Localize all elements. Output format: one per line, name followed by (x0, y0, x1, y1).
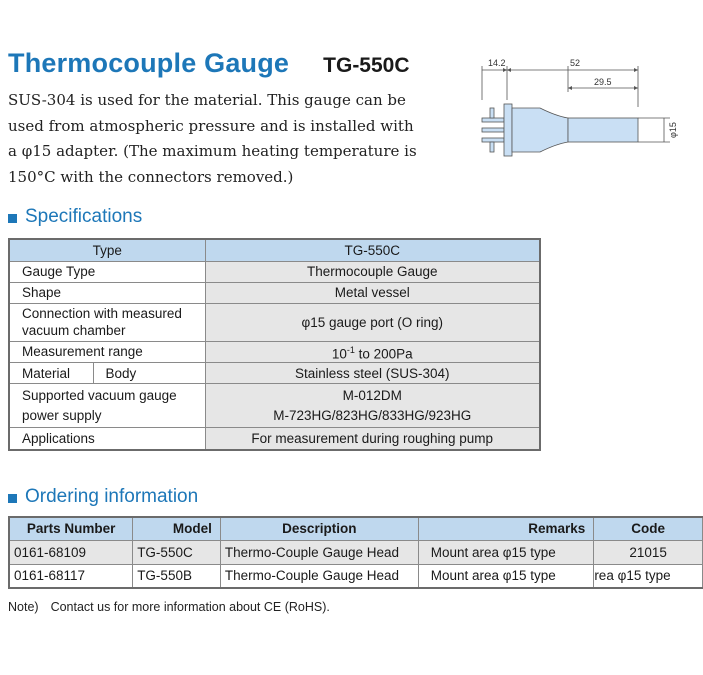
specifications-heading (8, 206, 142, 228)
spec-label: Material (9, 363, 93, 384)
dim-label-left: 14.2 (488, 58, 506, 68)
cell-description: Thermo-Couple Gauge Head (220, 540, 418, 564)
footnote (8, 600, 330, 614)
spec-value: Metal vessel (205, 282, 540, 303)
cell-model: TG-550C (133, 540, 221, 564)
table-row (9, 303, 540, 341)
arrow-head (503, 68, 507, 72)
gauge-tube (568, 118, 638, 142)
header-cell: Model (133, 517, 221, 540)
dim-label-body: 29.5 (594, 77, 612, 87)
spec-label (9, 303, 205, 341)
section-title: Specifications (25, 206, 143, 227)
header-cell: Code (594, 517, 703, 540)
arrow-head (507, 68, 511, 72)
spec-label: Shape (9, 282, 205, 303)
cell-part-number: 0161-68109 (9, 540, 133, 564)
table-row (9, 540, 703, 564)
square-bullet-icon (8, 214, 17, 223)
connector-pin (482, 128, 504, 132)
intro-line: SUS-304 is used for the material. This gauge can be (8, 91, 406, 109)
table-row (9, 261, 540, 282)
arrow-head (568, 86, 572, 90)
connector-pin (490, 142, 494, 152)
spec-value-line: M-012DM (342, 387, 402, 403)
header-cell: Remarks (418, 517, 594, 540)
spec-value: φ15 gauge port (O ring) (205, 303, 540, 341)
range-base: 10 (331, 346, 347, 361)
spec-label: Applications (9, 428, 205, 450)
connector-pin (482, 118, 504, 122)
dim-label-total: 52 (570, 58, 581, 68)
table-row (9, 341, 540, 363)
range-rest: to 200Pa (354, 346, 413, 361)
table-header-row (9, 517, 703, 540)
table-row (9, 282, 540, 303)
table-row (9, 363, 540, 384)
spec-value (205, 384, 540, 428)
cell-part-number: 0161-68117 (9, 564, 133, 588)
note-prefix: Note) (8, 600, 39, 614)
model-number: TG-550C (323, 54, 410, 77)
spec-value-line: M-723HG/823HG/833HG/923HG (273, 407, 472, 423)
cell-code: rea φ15 type (594, 564, 703, 588)
spec-label (9, 384, 205, 428)
cell-remarks: Mount area φ15 type (418, 564, 594, 588)
spec-value: Thermocouple Gauge (205, 261, 540, 282)
spec-label-line: power supply (22, 407, 102, 423)
ordering-heading (8, 486, 198, 508)
table-row (9, 384, 540, 428)
table-row (9, 564, 703, 588)
arrow-head (634, 68, 638, 72)
header-cell: Parts Number (9, 517, 133, 540)
table-row (9, 428, 540, 450)
cell-remarks: Mount area φ15 type (418, 540, 594, 564)
spec-label: Measurement range (9, 341, 205, 363)
spec-label-line: Connection with measured (22, 306, 182, 321)
table-header-row (9, 239, 540, 261)
gauge-flange (504, 104, 512, 156)
intro-paragraph (8, 88, 428, 190)
spec-label-line: vacuum chamber (22, 323, 126, 338)
specifications-table (8, 238, 541, 451)
cell-code: 21015 (594, 540, 703, 564)
header-cell: Type (9, 239, 205, 261)
spec-value: Stainless steel (SUS-304) (205, 363, 540, 384)
page-title: Thermocouple Gauge (8, 48, 290, 78)
cell-model: TG-550B (133, 564, 221, 588)
gauge-dimension-drawing (470, 52, 690, 192)
note-text: Contact us for more information about CE (RoHS). (50, 600, 330, 614)
intro-line: used from atmospheric pressure and is installed with (8, 116, 414, 135)
ordering-table (8, 516, 703, 589)
square-bullet-icon (8, 494, 17, 503)
header-cell: Description (220, 517, 418, 540)
connector-pin (482, 138, 504, 142)
spec-value: For measurement during roughing pump (205, 428, 540, 450)
spec-label: Gauge Type (9, 261, 205, 282)
spec-sublabel: Body (93, 363, 205, 384)
header-cell: TG-550C (205, 239, 540, 261)
spec-label-line: Supported vacuum gauge (22, 387, 177, 403)
arrow-head (634, 86, 638, 90)
title-row (8, 48, 410, 79)
dim-label-diameter: φ15 (668, 122, 678, 138)
range-exponent: -1 (346, 344, 355, 355)
section-title: Ordering information (25, 486, 199, 507)
intro-line: 150°C with the connectors removed.) (8, 167, 294, 186)
cell-description: Thermo-Couple Gauge Head (220, 564, 418, 588)
connector-pin (490, 108, 494, 118)
gauge-head (512, 108, 568, 152)
spec-value (205, 341, 540, 363)
intro-line: a φ15 adapter. (The maximum heating temperature is (8, 142, 417, 160)
